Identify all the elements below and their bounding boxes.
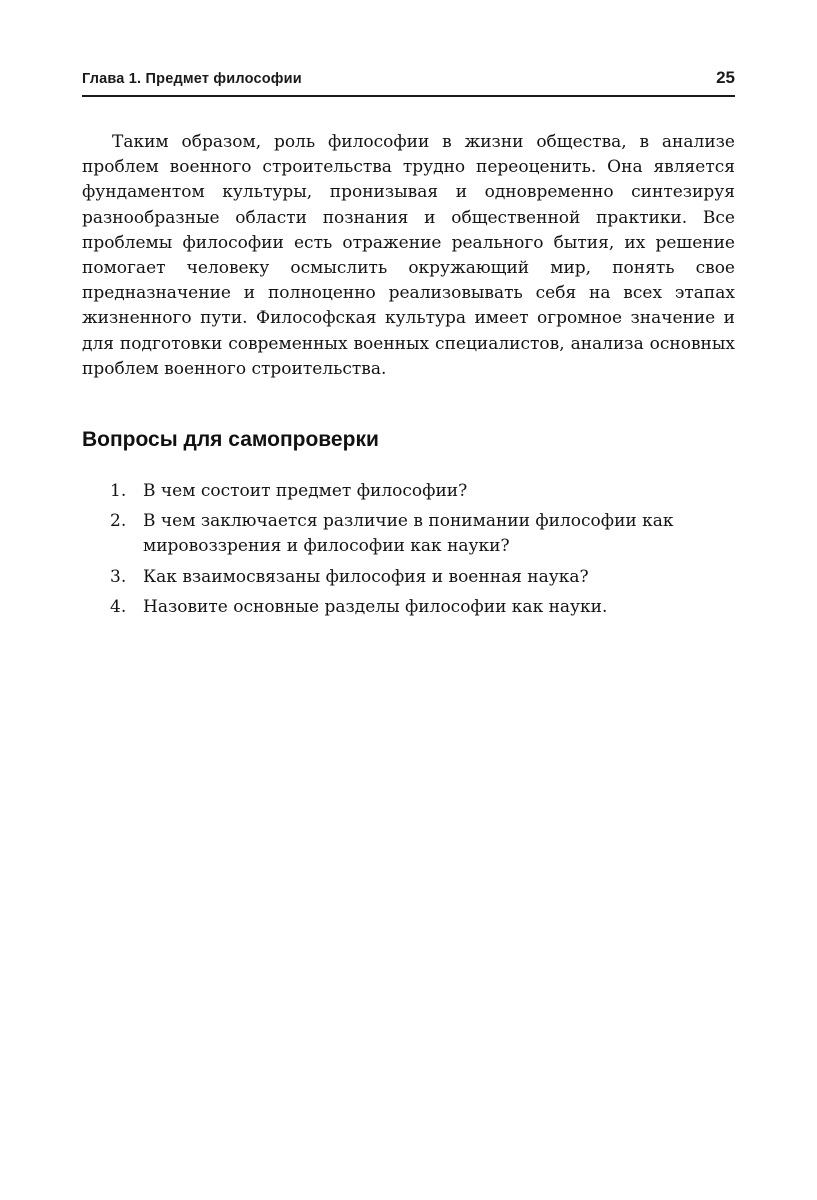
list-item-text: Назовите основные разделы философии как науки. xyxy=(143,596,608,617)
list-item-number: 1. xyxy=(110,481,127,502)
list-item-number: 2. xyxy=(110,511,127,532)
list-item-number: 3. xyxy=(110,566,127,587)
list-item-text: В чем состоит предмет философии? xyxy=(143,481,468,502)
list-item xyxy=(110,479,735,504)
page-number: 25 xyxy=(716,68,735,87)
list-item-number: 4. xyxy=(110,596,127,617)
list-item xyxy=(110,565,735,590)
list-item-text: В чем заключается различие в понимании философии как мировоззрения и философии как науки? xyxy=(143,511,674,557)
body-paragraph: Таким образом, роль философии в жизни общества, в анализе проблем военного строительства трудно переоценить. Она является фундаментом культуры, пронизывая и одновременно синтезируя разнообразные области познания и общественной практики. Все проблемы философии есть отражение реального бытия, их решение помогает человеку осмыслить окружающий мир, понять свое предназначение и полноценно реализовывать себя на всех этапах жизненного пути. Философская культура имеет огромное значение и для подготовки современных военных специалистов, анализа основных проблем военного строительства. xyxy=(82,132,735,379)
questions-list xyxy=(82,479,735,620)
page-header xyxy=(82,68,735,97)
section-heading: Вопросы для самопроверки xyxy=(82,428,379,452)
list-item xyxy=(110,509,735,559)
list-item-text: Как взаимосвязаны философия и военная наука? xyxy=(143,566,589,587)
running-head-chapter: Глава 1. Предмет философии xyxy=(82,71,302,87)
list-item xyxy=(110,595,735,620)
